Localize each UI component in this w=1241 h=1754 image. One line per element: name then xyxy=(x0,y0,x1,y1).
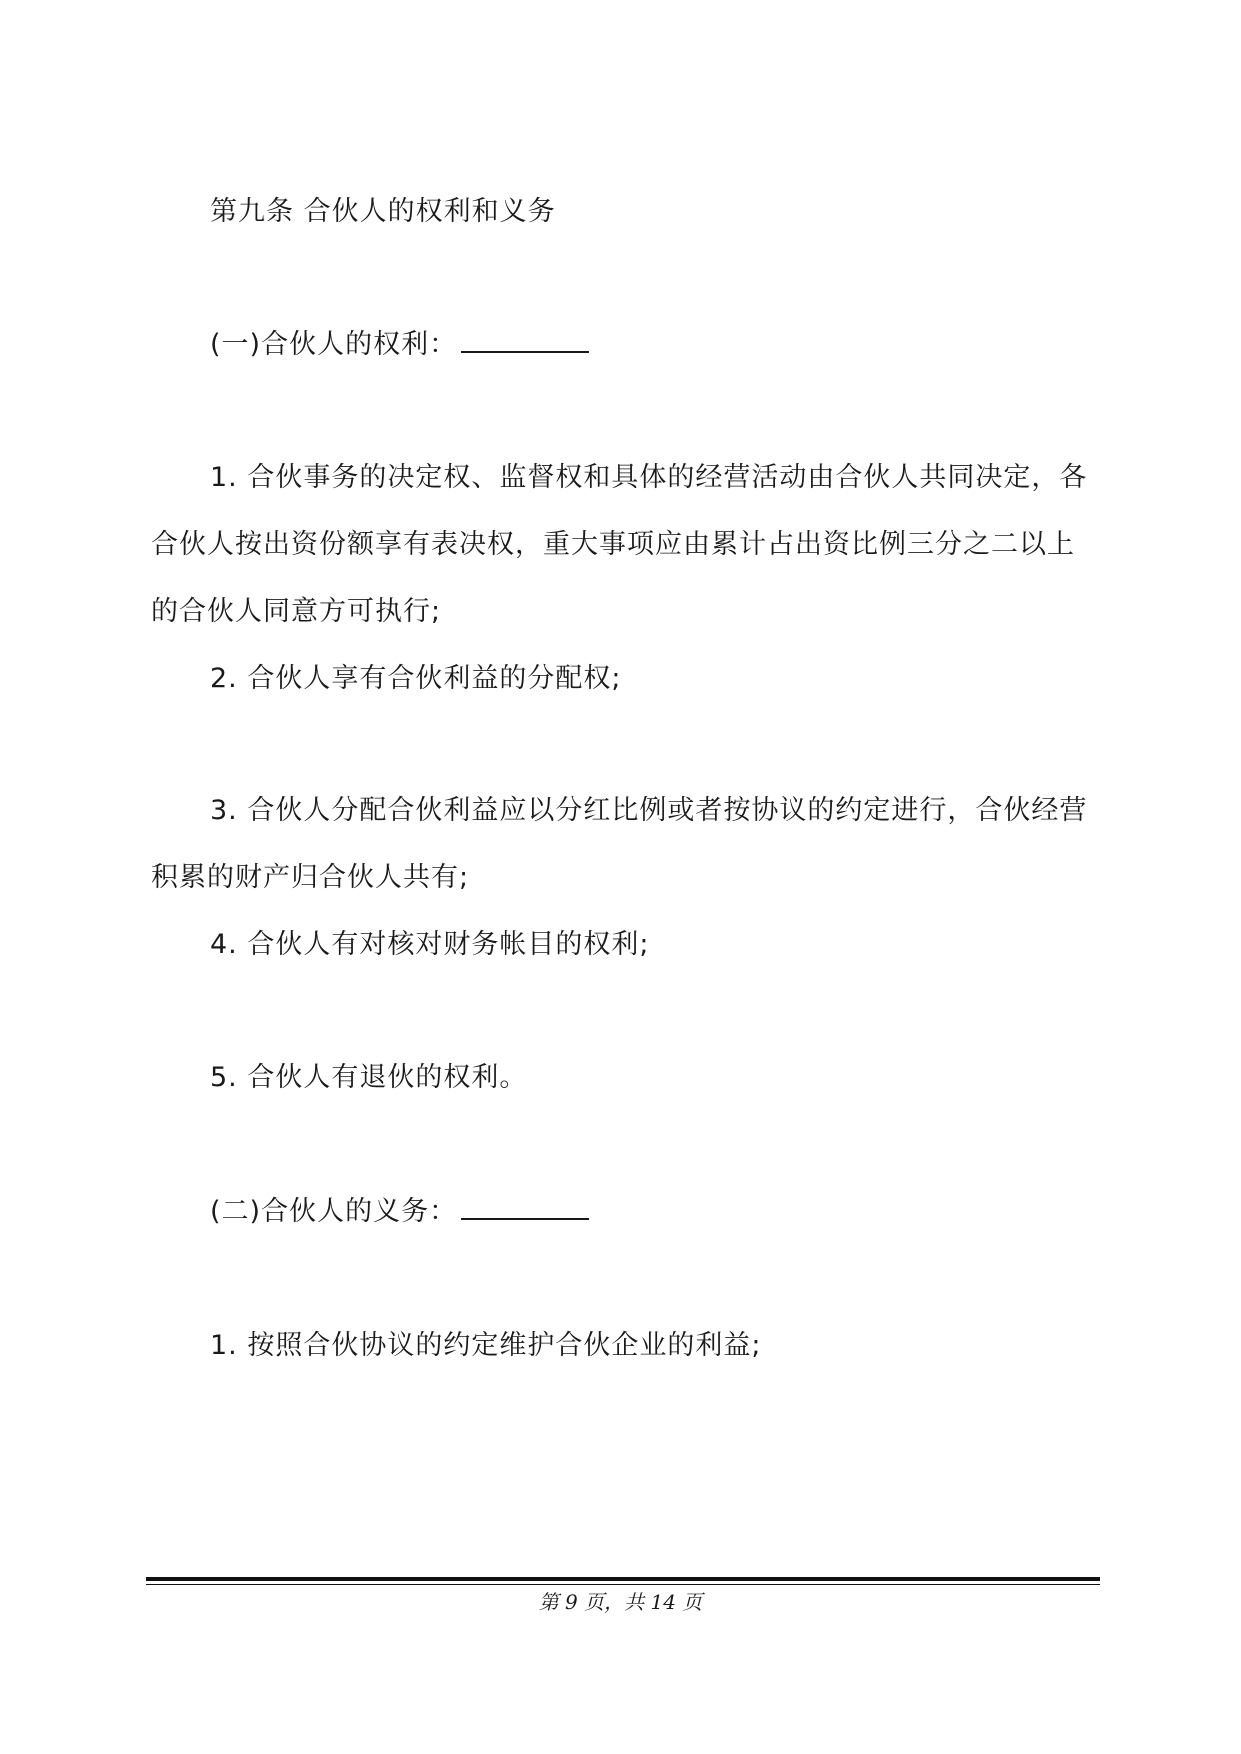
duties-heading xyxy=(151,1178,1097,1245)
article-title: 第九条 合伙人的权利和义务 xyxy=(210,196,556,227)
footer-rule-thick xyxy=(146,1577,1100,1581)
rights-item-4: 4. 合伙人有对核对财务帐目的权利; xyxy=(210,929,650,960)
duties-heading-text: (二)合伙人的义务： xyxy=(210,1196,458,1227)
rights-blank-line xyxy=(461,329,589,353)
rights-item-2: 2. 合伙人享有合伙利益的分配权; xyxy=(210,663,622,694)
duties-blank-line xyxy=(461,1196,589,1220)
rights-heading-text: (一)合伙人的权利： xyxy=(210,329,458,360)
footer-rule-thin xyxy=(146,1584,1100,1585)
rights-item-5: 5. 合伙人有退伙的权利。 xyxy=(210,1062,528,1093)
duties-item-1: 1. 按照合伙协议的约定维护合伙企业的利益; xyxy=(210,1330,762,1361)
rights-item-1: 1. 合伙事务的决定权、监督权和具体的经营活动由合伙人共同决定，各合伙人按出资份额享有表决权，重大事项应由累计占出资比例三分之二以上的合伙人同意方可执行; xyxy=(151,462,1088,627)
page-number-footer: 第 9 页，共 14 页 xyxy=(538,1590,703,1614)
rights-item-3: 3. 合伙人分配合伙利益应以分红比例或者按协议的约定进行，合伙经营积累的财产归合伙人共有; xyxy=(151,795,1088,893)
rights-heading xyxy=(151,311,1097,378)
